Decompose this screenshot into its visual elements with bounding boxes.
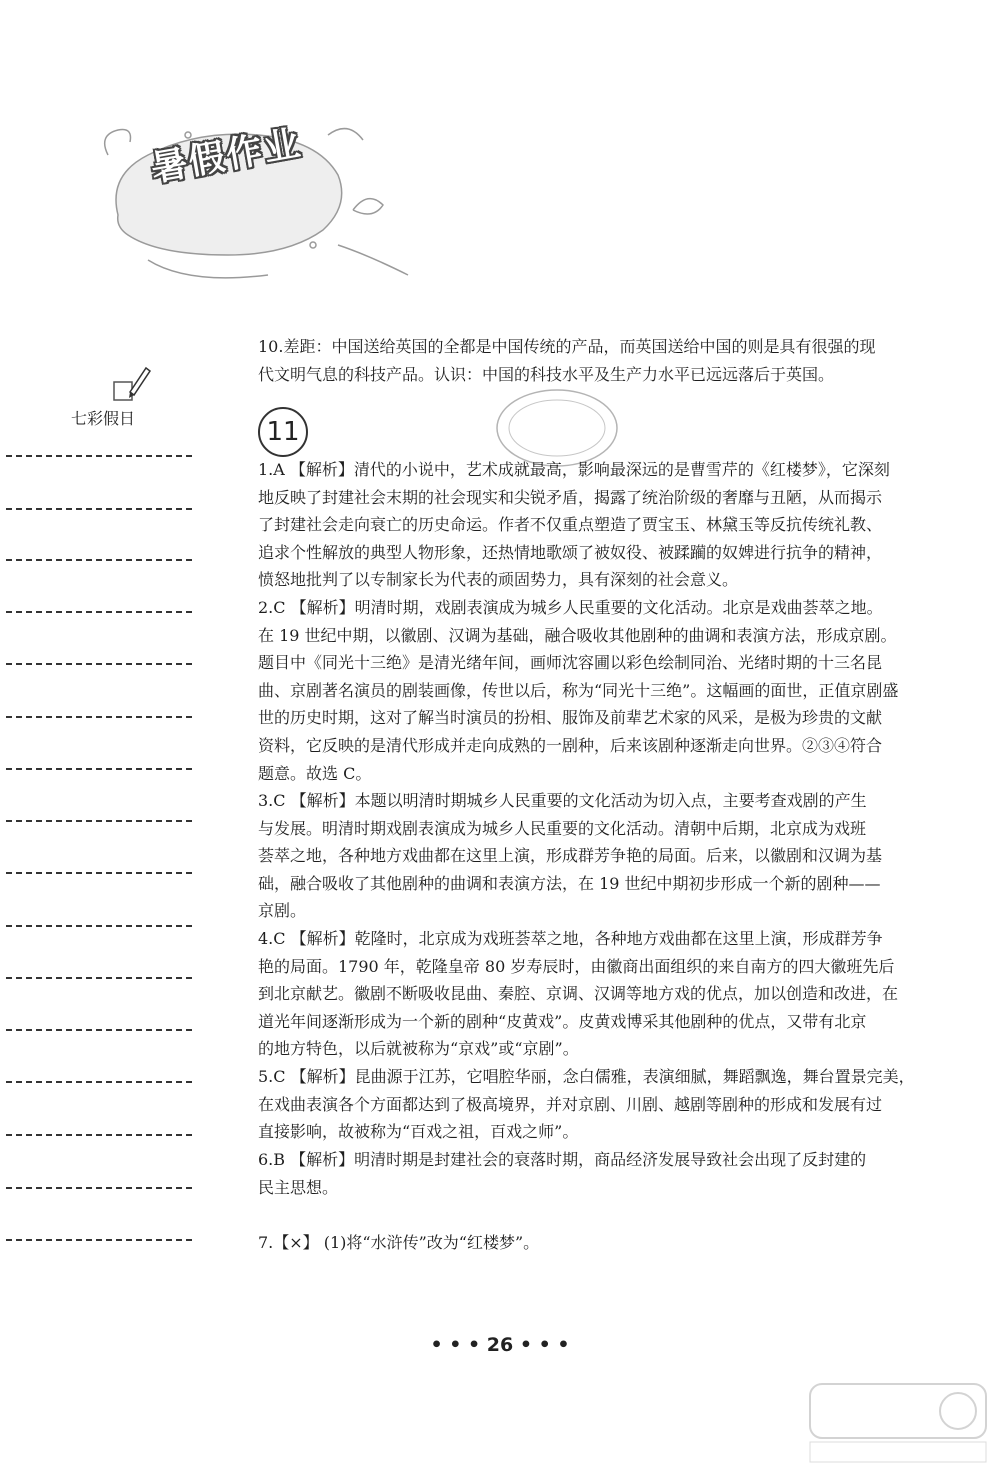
watermark-logo: [808, 1382, 988, 1464]
note-line: [6, 611, 192, 613]
answer-line: 1.A 【解析】清代的小说中，艺术成就最高，影响最深远的是曹雪芹的《红楼梦》，它深刻: [258, 460, 890, 479]
answer-line: 在戏曲表演各个方面都达到了极高境界，并对京剧、川剧、越剧等剧种的形成和发展有过: [258, 1094, 883, 1114]
answer-10: [258, 333, 918, 388]
note-line: [6, 872, 192, 874]
answer-4: [258, 925, 918, 1063]
note-line: [6, 1239, 192, 1241]
note-line: [6, 508, 192, 510]
answer-line: 础，融合吸收了其他剧种的曲调和表演方法，在 19 世纪中期初步形成一个新的剧种——: [258, 873, 881, 893]
answer-line: 在 19 世纪中期，以徽剧、汉调为基础，融合吸收其他剧种的曲调和表演方法，形成京剧。: [258, 625, 897, 645]
answer-line: 题目中《同光十三绝》是清光绪年间，画师沈容圃以彩色绘制同治、光绪时期的十三名昆: [258, 653, 883, 673]
note-line: [6, 820, 192, 822]
answer-line: 艳的局面。1790 年，乾隆皇帝 80 岁寿辰时，由徽商出面组织的来自南方的四大徽班先后: [258, 956, 895, 976]
pen-icon: [110, 362, 154, 404]
answer-line: 地反映了封建社会末期的社会现实和尖锐矛盾，揭露了统治阶级的奢靡与丑陋，从而揭示: [258, 487, 883, 507]
answer-6: [258, 1146, 918, 1201]
answer-line: 10.差距：中国送给英国的全都是中国传统的产品，而英国送给中国的则是具有很强的现: [258, 337, 876, 356]
answer-line: 京剧。: [258, 901, 307, 921]
answer-line: 代文明气息的科技产品。认识：中国的科技水平及生产力水平已远远落后于英国。: [258, 364, 835, 384]
note-line: [6, 977, 192, 979]
answer-line: 追求个性解放的典型人物形象，还热情地歌颂了被奴役、被蹂躏的奴婢进行抗争的精神，: [258, 542, 883, 562]
answer-2: [258, 594, 918, 787]
note-line: [6, 455, 192, 457]
note-line: [6, 1187, 192, 1189]
answer-line: 到北京献艺。徽剧不断吸收昆曲、秦腔、京调、汉调等地方戏的优点，加以创造和改进，在: [258, 984, 899, 1004]
answer-line: 题意。故选 C。: [258, 763, 372, 783]
answer-line: 了封建社会走向衰亡的历史命运。作者不仅重点塑造了贾宝玉、林黛玉等反抗传统礼教、: [258, 515, 883, 535]
answer-line: 民主思想。: [258, 1177, 339, 1197]
answer-line: 愤怒地批判了以专制家长为代表的顽固势力，具有深刻的社会意义。: [258, 570, 739, 590]
answer-3: [258, 787, 918, 925]
note-line: [6, 925, 192, 927]
answer-7: [258, 1229, 918, 1257]
answer-line: 道光年间逐渐形成为一个新的剧种“皮黄戏”。皮黄戏博采其他剧种的优点，又带有北京: [258, 1011, 867, 1031]
answer-line: 7.【×】 (1)将“水浒传”改为“红楼梦”。: [258, 1233, 540, 1252]
answer-line: 2.C 【解析】明清时期，戏剧表演成为城乡人民重要的文化活动。北京是戏曲荟萃之地。: [258, 598, 883, 617]
answer-line: 的地方特色，以后就被称为“京戏”或“京剧”。: [258, 1039, 579, 1059]
answer-line: 曲、京剧著名演员的剧装画像，传世以后，称为“同光十三绝”。这幅画的面世，正值京剧盛: [258, 680, 899, 700]
answer-line: 荟萃之地，各种地方戏曲都在这里上演，形成群芳争艳的局面。后来，以徽剧和汉调为基: [258, 846, 883, 866]
answer-line: 资料，它反映的是清代形成并走向成熟的一剧种，后来该剧种逐渐走向世界。②③④符合: [258, 735, 883, 755]
note-line: [6, 1081, 192, 1083]
note-line: [6, 716, 192, 718]
answer-line: 4.C 【解析】乾隆时，北京成为戏班荟萃之地，各种地方戏曲都在这里上演，形成群芳争: [258, 929, 883, 948]
answer-line: 3.C 【解析】本题以明清时期城乡人民重要的文化活动为切入点，主要考查戏剧的产生: [258, 791, 867, 810]
answer-1: [258, 456, 918, 594]
answer-line: 6.B 【解析】明清时期是封建社会的衰落时期，商品经济发展导致社会出现了反封建的: [258, 1150, 867, 1169]
sidebar-label: 七彩假日: [71, 409, 136, 428]
note-line: [6, 559, 192, 561]
section-number-badge: 11: [258, 407, 308, 457]
note-line: [6, 663, 192, 665]
answer-line: 5.C 【解析】昆曲源于江苏，它唱腔华丽，念白儒雅，表演细腻，舞蹈飘逸，舞台置景完美，: [258, 1067, 915, 1086]
note-line: [6, 1134, 192, 1136]
answer-line: 直接影响，故被称为“百戏之祖，百戏之师”。: [258, 1122, 579, 1142]
answer-line: 世的历史时期，这对了解当时演员的扮相、服饰及前辈艺术家的风采，是极为珍贵的文献: [258, 708, 883, 728]
note-line: [6, 1029, 192, 1031]
header-title: 暑假作业: [148, 123, 305, 190]
page-number: • • • 26 • • •: [430, 1334, 570, 1356]
answer-5: [258, 1063, 918, 1146]
answer-line: 与发展。明清时期戏剧表演成为城乡人民重要的文化活动。清朝中后期，北京成为戏班: [258, 818, 867, 838]
note-line: [6, 768, 192, 770]
